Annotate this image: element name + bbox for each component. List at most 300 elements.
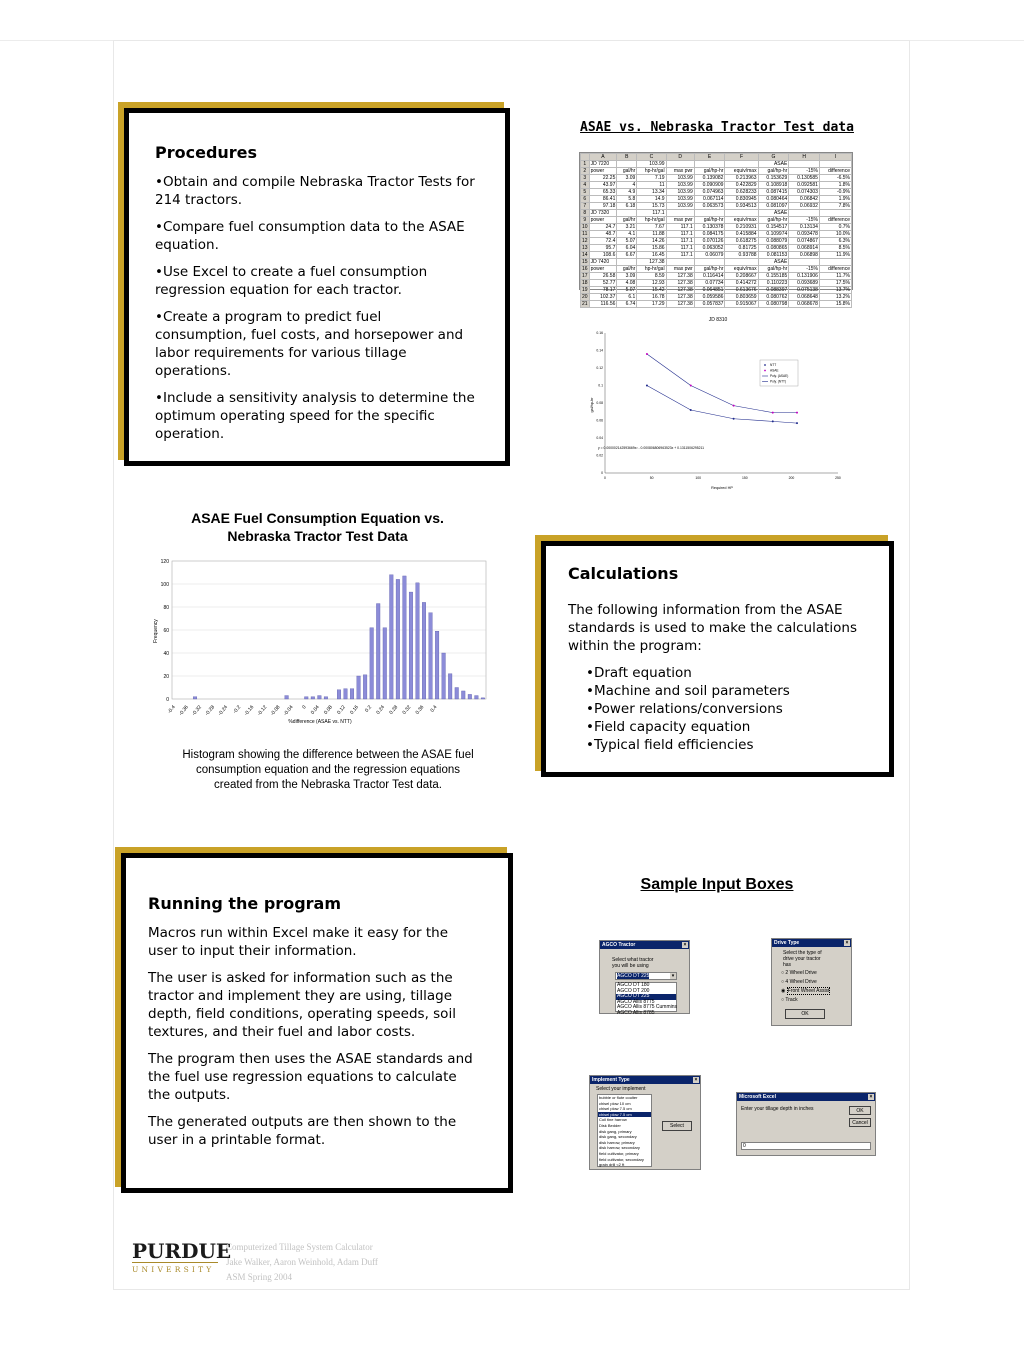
table-cell: 15.8% <box>819 301 851 308</box>
x-tick-label: 0.28 <box>388 704 400 716</box>
y-tick-label: 0.08 <box>596 401 603 405</box>
table-cell: 11 <box>637 182 666 189</box>
histogram-ylabel: Frequency <box>153 619 159 643</box>
x-tick-label: 0 <box>604 476 606 480</box>
table-cell: power <box>589 168 617 175</box>
table-cell: 0.628233 <box>725 189 758 196</box>
data-point <box>733 418 735 420</box>
close-icon[interactable]: × <box>694 1077 698 1083</box>
drive-type-dialog <box>771 938 852 1026</box>
table-cell: hp-hr/gal <box>637 217 666 224</box>
y-tick-label: 0.02 <box>596 453 603 458</box>
table-cell: 8 <box>581 210 590 217</box>
table-row <box>581 203 852 210</box>
list-item[interactable]: AGCO DT 225 <box>616 994 676 1000</box>
table-cell: 2 <box>581 168 590 175</box>
histogram-bar <box>193 697 197 699</box>
list-item[interactable]: grain drill <2 ft <box>599 1162 625 1168</box>
table-cell: 127.38 <box>666 294 694 301</box>
close-icon[interactable]: × <box>845 940 849 946</box>
table-cell: 6.04 <box>617 245 637 252</box>
y-tick-label: 0.16 <box>596 331 603 335</box>
tractor-select[interactable] <box>615 972 677 980</box>
table-cell: 15 <box>582 259 588 265</box>
table-cell: -0.9% <box>819 189 851 196</box>
x-tick-label: 150 <box>741 476 748 480</box>
table-cell: 5.07 <box>617 287 637 294</box>
table-cell: 0.090909 <box>694 182 725 189</box>
table-cell: 0.080798 <box>758 301 789 308</box>
table-header-cell: B <box>617 154 637 161</box>
list-item[interactable]: bubble or flute coulter <box>599 1095 638 1100</box>
histogram-bar <box>409 592 413 699</box>
table-cell: 0.070126 <box>694 238 725 245</box>
table-cell <box>694 259 725 266</box>
histogram-bar <box>344 689 348 699</box>
legend-label: NTT <box>770 363 777 367</box>
table-cell <box>617 259 637 266</box>
implement-options-list[interactable] <box>597 1094 652 1167</box>
table-cell: 117.1 <box>666 252 694 259</box>
table-cell: ASAE <box>758 259 789 266</box>
x-tick-label: 0.08 <box>322 704 334 716</box>
running-paragraph: The program then uses the ASAE standards and the fuel use regression equations to calculate the outputs. <box>148 1051 473 1103</box>
drive-option[interactable]: ◉ Front Wheel Assist <box>781 988 830 994</box>
list-item[interactable]: AGCO Allis 8775 <box>617 998 655 1005</box>
table-cell: 11 <box>582 231 588 237</box>
table-cell: 6.1 <box>617 294 637 301</box>
table-cell: 0.07734 <box>694 280 725 287</box>
table-cell: gal/hp-hr <box>694 217 725 224</box>
drive-option[interactable]: ○ 4 Wheel Drive <box>781 979 817 985</box>
table-cell: 4 <box>617 182 637 189</box>
dialog-prompt: Select the type of drive your tractor has <box>783 950 822 968</box>
table-cell: 14 <box>582 252 588 258</box>
table-row <box>581 238 852 245</box>
tractor-dialog <box>599 940 690 1014</box>
table-cell: equiv/max <box>725 217 758 224</box>
jd-chart-equation: y = 0.000002142593669x² - 0.000806806963523x + 0.1311506295211 <box>598 446 705 450</box>
y-tick-label: 100 <box>160 582 169 588</box>
y-tick-label: 0.1 <box>598 383 603 388</box>
tractor-select-value: AGCO DT 225 <box>617 973 650 979</box>
table-cell: 9 <box>581 217 590 224</box>
chevron-down-icon[interactable]: ▾ <box>671 973 675 979</box>
asae-data-title: ASAE vs. Nebraska Tractor Test data <box>580 120 854 135</box>
table-cell: 78.17 <box>589 287 617 294</box>
table-cell: 0.154517 <box>758 224 789 231</box>
table-cell: 0.068678 <box>789 301 820 308</box>
table-cell: 0.208667 <box>725 273 758 280</box>
table-cell: 11.88 <box>637 231 666 238</box>
data-point <box>690 385 692 387</box>
table-cell: 0.108918 <box>758 182 789 189</box>
procedures-item: •Create a program to predict fuel consumption, fuel costs, and horsepower and labor requirements for various tillage operations. <box>155 309 464 379</box>
table-cell: 8.5% <box>819 245 851 252</box>
table-row <box>581 161 852 168</box>
table-cell: JD 7320 <box>589 210 617 217</box>
table-cell: 0.130378 <box>694 224 725 231</box>
y-tick-label: 0.14 <box>596 348 603 353</box>
table-cell: difference <box>819 217 851 224</box>
table-cell: hp-hr/gal <box>637 266 666 273</box>
cancel-button[interactable]: Cancel <box>849 1118 871 1127</box>
list-item[interactable]: disk harrow, secondary <box>599 1145 640 1151</box>
table-cell: 0.059586 <box>694 294 725 301</box>
data-point <box>733 405 735 407</box>
x-tick-label: 0.24 <box>375 704 387 716</box>
table-header-cell: I <box>819 154 851 161</box>
table-cell: 127.38 <box>666 280 694 287</box>
table-cell: 0.422829 <box>725 182 758 189</box>
table-cell: 1.9% <box>819 196 851 203</box>
histogram-bar <box>383 628 387 699</box>
table-row <box>581 287 852 294</box>
table-cell: 0.830945 <box>725 196 758 203</box>
table-cell: difference <box>819 168 851 175</box>
x-tick-label: -0.04 <box>282 704 295 718</box>
table-cell: 15.73 <box>637 203 666 210</box>
ok-button[interactable]: OK <box>849 1106 871 1115</box>
table-cell <box>789 259 820 266</box>
table-cell: 0.415884 <box>725 231 758 238</box>
table-cell <box>819 161 851 168</box>
histogram-chart <box>148 553 488 735</box>
histogram-bar <box>396 579 400 699</box>
running-program-panel <box>121 853 513 1193</box>
table-cell: gal/hp-hr <box>758 168 789 175</box>
x-tick-label: -0.32 <box>191 704 203 718</box>
list-item[interactable]: disk gang, secondary <box>599 1134 637 1140</box>
table-cell: 0.074867 <box>789 238 820 245</box>
table-cell: 0.074303 <box>789 189 820 196</box>
table-cell: 1 <box>581 161 590 168</box>
calculations-item: •Draft equation <box>586 665 692 681</box>
table-cell: 5 <box>581 189 590 196</box>
table-row <box>581 273 852 280</box>
table-cell: power <box>589 266 617 273</box>
table-cell: 117.1 <box>637 210 666 217</box>
table-cell: gal/hr <box>617 217 637 224</box>
x-tick-label: -0.24 <box>217 704 230 718</box>
table-cell: equiv/max <box>725 266 758 273</box>
table-row <box>581 301 852 308</box>
table-cell: 0.063573 <box>694 203 725 210</box>
x-tick-label: -0.4 <box>166 704 177 715</box>
histogram-bar <box>455 688 459 700</box>
table-cell: 116.56 <box>589 301 617 308</box>
table-cell: 0.803659 <box>725 294 758 301</box>
table-cell: gal/hp-hr <box>694 168 725 175</box>
table-cell <box>666 259 694 266</box>
table-cell: 7.19 <box>637 175 666 182</box>
table-cell: ASAE <box>758 161 789 168</box>
select-button[interactable]: Select <box>662 1121 692 1131</box>
list-item[interactable]: disk harrow, primary <box>599 1139 635 1145</box>
x-tick-label: 0.12 <box>336 704 347 716</box>
table-cell: 97.18 <box>589 203 617 210</box>
running-list <box>148 924 478 1158</box>
histogram-bar <box>370 628 374 699</box>
dialog-title: Microsoft Excel <box>739 1094 776 1100</box>
table-cell: 0.109974 <box>758 231 789 238</box>
table-cell: 0.084175 <box>694 231 725 238</box>
table-cell: 0.06842 <box>789 196 820 203</box>
table-cell: 0.116414 <box>694 273 725 280</box>
histogram-bar <box>376 604 380 699</box>
list-item[interactable]: AGCO DT 200 <box>617 987 650 994</box>
logo-sub: UNIVERSITY <box>132 1262 218 1274</box>
table-cell: 127.38 <box>637 259 666 266</box>
data-point <box>646 385 648 387</box>
histogram-bar <box>390 575 394 699</box>
calculations-item: •Field capacity equation <box>586 719 751 735</box>
table-cell: 108.6 <box>589 252 617 259</box>
dialog-prompt: Enter your tillage depth in inches <box>741 1106 814 1112</box>
table-header-cell: F <box>725 154 758 161</box>
drive-option-label: Track <box>785 997 798 1003</box>
footer-line: Jake Walker, Aaron Weinhold, Adam Duff <box>226 1257 378 1267</box>
histogram-bar <box>363 675 367 699</box>
x-tick-label: -0.36 <box>177 704 190 718</box>
table-cell <box>725 210 758 217</box>
dialog-titlebar <box>737 1093 875 1101</box>
histogram-bar <box>304 697 308 699</box>
histogram-caption: Histogram showing the difference between the ASAE fuel consumption equation and the regression equations created from the Nebraska Tractor Test data. <box>182 749 474 791</box>
histogram-bar <box>422 602 426 699</box>
table-cell: 65.33 <box>589 189 617 196</box>
histogram-bar <box>285 696 289 699</box>
table-cell: 13.7% <box>819 287 851 294</box>
table-cell: 117.1 <box>666 238 694 245</box>
table-cell: 13.34 <box>637 189 666 196</box>
table-cell: 52.77 <box>589 280 617 287</box>
table-cell: 0.7% <box>819 224 851 231</box>
procedures-panel <box>124 108 510 466</box>
footer-credits <box>226 1240 378 1285</box>
table-cell: 3.21 <box>617 224 637 231</box>
dialog-prompt: Select your implement <box>596 1086 646 1092</box>
table-cell: 5.8 <box>617 196 637 203</box>
footer-line: Computerized Tillage System Calculator <box>226 1242 373 1252</box>
ok-button[interactable]: OK <box>785 1009 825 1019</box>
dialog-title: AGCO Tractor <box>602 942 636 948</box>
table-cell: 0.06932 <box>789 203 820 210</box>
list-item[interactable]: AGCO Allis 8775 Cummins <box>617 1004 678 1011</box>
table-cell: 15.86 <box>637 245 666 252</box>
list-item[interactable]: chisel plow 7.5 cm <box>599 1106 632 1112</box>
list-item[interactable]: Disk Bedder <box>599 1122 621 1128</box>
jd-chart-ylabel: gal/hp-hr <box>590 397 594 413</box>
table-cell: -6.5% <box>819 175 851 182</box>
list-item[interactable]: disk gang, primary <box>599 1128 632 1134</box>
table-header-cell <box>581 154 590 161</box>
y-tick-label: 60 <box>163 628 169 634</box>
x-tick-label: -0.16 <box>243 704 256 718</box>
table-cell: 4.1 <box>617 231 637 238</box>
x-tick-label: -0.2 <box>232 704 243 715</box>
table-cell <box>789 210 820 217</box>
table-cell: 0.110223 <box>758 280 789 287</box>
procedures-list <box>155 173 475 452</box>
procedures-item: •Include a sensitivity analysis to determine the optimum operating speed for the specific operation. <box>155 390 475 442</box>
table-header-cell: E <box>694 154 725 161</box>
table-cell: 127.38 <box>666 301 694 308</box>
implement-dialog <box>589 1075 701 1170</box>
calculations-item: •Typical field efficiencies <box>586 737 754 753</box>
table-cell: 3.09 <box>617 273 637 280</box>
table-row <box>581 294 852 301</box>
table-cell: gal/hp-hr <box>758 266 789 273</box>
table-cell <box>666 161 694 168</box>
table-cell: 0.080762 <box>758 294 789 301</box>
table-cell: JD 7420 <box>589 259 617 266</box>
data-point <box>772 420 774 422</box>
y-tick-label: 0.04 <box>596 436 603 440</box>
jd-line-chart <box>588 313 848 495</box>
table-cell: 12.93 <box>637 280 666 287</box>
table-row <box>581 280 852 287</box>
drive-option[interactable]: ○ 2 Wheel Drive <box>781 970 817 976</box>
table-cell: 0.093478 <box>789 231 820 238</box>
table-cell: 11.9% <box>819 252 851 259</box>
table-cell: 0.618275 <box>725 238 758 245</box>
close-icon[interactable]: × <box>683 942 687 948</box>
list-item[interactable]: chisel plow 10 cm <box>599 1100 631 1106</box>
table-cell: 0.081153 <box>758 252 789 259</box>
jd-chart-title: JD 8310 <box>708 317 728 323</box>
table-cell <box>617 210 637 217</box>
running-paragraph: The generated outputs are then shown to the user in a printable format. <box>148 1114 457 1148</box>
table-cell: 16.78 <box>637 294 666 301</box>
table-header-cell: D <box>666 154 694 161</box>
histogram-bar <box>357 676 361 699</box>
table-cell: gal/hr <box>617 266 637 273</box>
table-cell: 12 <box>582 238 588 244</box>
table-cell: 0.915067 <box>725 301 758 308</box>
table-cell <box>725 161 758 168</box>
table-cell: 22.25 <box>589 175 617 182</box>
table-row <box>581 168 852 175</box>
dialog-titlebar <box>590 1076 700 1084</box>
table-cell: 0.153629 <box>758 175 789 182</box>
table-cell: 117.1 <box>666 231 694 238</box>
table-cell: 0.13134 <box>789 224 820 231</box>
x-tick-label: 200 <box>788 476 795 480</box>
data-point <box>796 422 798 424</box>
tractor-options-list[interactable] <box>615 982 678 1016</box>
table-cell: 10 <box>582 224 588 230</box>
table-cell: 3 <box>581 175 590 182</box>
table-cell: 0.131906 <box>789 273 820 280</box>
list-item[interactable]: AGCO DT 180 <box>617 982 650 988</box>
x-tick-label: 100 <box>695 476 702 480</box>
histogram-bar <box>461 691 465 699</box>
table-row <box>581 189 852 196</box>
procedures-item: •Use Excel to create a fuel consumption regression equation for each tractor. <box>155 264 428 298</box>
data-point <box>646 353 648 355</box>
table-cell: 0.080464 <box>758 196 789 203</box>
list-item[interactable]: field cultivator, primary <box>599 1150 639 1156</box>
table-header-row <box>581 154 852 161</box>
legend-marker <box>764 364 766 366</box>
table-cell: 20 <box>582 294 588 300</box>
calculations-item: •Power relations/conversions <box>586 701 783 717</box>
drive-option-label: 2 Wheel Drive <box>785 970 817 976</box>
table-cell: power <box>589 217 617 224</box>
table-cell: 5.07 <box>617 238 637 245</box>
histogram-bar <box>475 696 479 699</box>
table-cell: 0.064851 <box>694 287 725 294</box>
table-row <box>581 210 852 217</box>
table-cell: 72.4 <box>589 238 617 245</box>
list-item[interactable]: Coil tine harrow <box>599 1117 627 1123</box>
table-cell: 0.092581 <box>789 182 820 189</box>
drive-option-label: Front Wheel Assist <box>787 988 830 994</box>
table-cell: 0.06079 <box>694 252 725 259</box>
y-tick-label: 0 <box>601 471 603 475</box>
table-cell: 0.063052 <box>694 245 725 252</box>
table-cell: 0.080865 <box>758 245 789 252</box>
table-cell: -15% <box>789 217 820 224</box>
list-item[interactable]: chisel plow 7.5 cm <box>598 1112 651 1118</box>
table-cell: JD 7220 <box>589 161 617 168</box>
table-cell: 14.26 <box>637 238 666 245</box>
histogram-xlabel: %difference (ASAE vs. NTT) <box>288 719 352 725</box>
dialog-title: Drive Type <box>774 940 800 946</box>
table-cell: 48.7 <box>589 231 617 238</box>
table-cell: 17.5% <box>819 280 851 287</box>
table-cell: hp-hr/gal <box>637 168 666 175</box>
drive-option[interactable]: ○ Track <box>781 997 798 1003</box>
table-cell: -15% <box>789 168 820 175</box>
table-header-cell: C <box>637 154 666 161</box>
table-cell: 0.210931 <box>725 224 758 231</box>
list-item[interactable]: field cultivator, secondary <box>599 1156 644 1162</box>
table-cell <box>725 259 758 266</box>
table-cell: difference <box>819 266 851 273</box>
table-cell: 103.99 <box>666 189 694 196</box>
table-cell: 117.1 <box>666 224 694 231</box>
table-cell: 95.7 <box>589 245 617 252</box>
table-cell: 19 <box>582 287 588 293</box>
x-tick-label: 250 <box>835 476 841 480</box>
table-cell <box>819 210 851 217</box>
table-cell: 0.067114 <box>694 196 725 203</box>
table-cell: 43.97 <box>589 182 617 189</box>
list-item[interactable]: AGCO Allis 8785 <box>617 1009 655 1016</box>
x-tick-label: 0.16 <box>349 704 360 716</box>
table-cell: 21 <box>582 301 588 307</box>
close-icon[interactable]: × <box>869 1094 873 1100</box>
tillage-depth-input[interactable]: 0 <box>741 1142 871 1150</box>
table-row <box>581 224 852 231</box>
table-row <box>581 259 852 266</box>
table-cell: 3.09 <box>617 175 637 182</box>
dialog-title: Implement Type <box>592 1077 630 1083</box>
table-row <box>581 266 852 273</box>
footer-line: ASM Spring 2004 <box>226 1272 293 1282</box>
purdue-logo <box>132 1239 232 1274</box>
x-tick-label: 50 <box>649 476 654 480</box>
x-tick-label: 0.2 <box>363 704 374 714</box>
drive-option-label: 4 Wheel Drive <box>785 979 817 985</box>
logo-word: PURDUE <box>132 1239 232 1263</box>
table-cell: 0.074963 <box>694 189 725 196</box>
x-tick-label: 0.32 <box>401 704 413 716</box>
histogram-bar <box>350 689 354 699</box>
table-cell: gal/hr <box>617 168 637 175</box>
